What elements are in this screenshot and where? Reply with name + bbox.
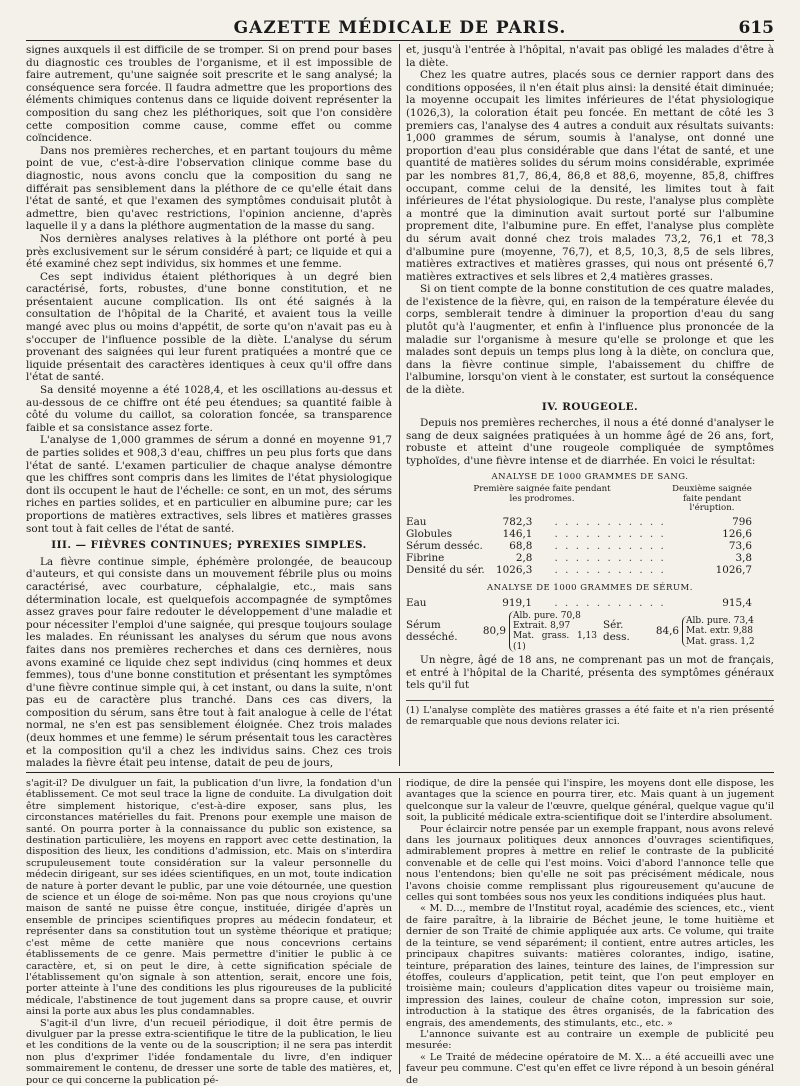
cell-value: 73,6 (728, 539, 752, 552)
column-divider (399, 778, 400, 1074)
cell-value: 3,8 (735, 551, 752, 564)
table-row: Sérum desséc. 68,8 . . . . . . . . . . . 73,6 (406, 540, 774, 552)
component: Mat. grass. 1,13 (1) (513, 631, 597, 652)
section-heading: IV. ROUGEOLE. (541, 400, 639, 413)
footnote: (1) L'analyse complète des matières grasses a été faite et n'a rien présenté de remarquable que nous devions relater ici. (406, 700, 774, 727)
paragraph: Chez les quatre autres, placés sous ce dernier rapport dans des conditions opposées, il n'en était plus ainsi: la densité était diminuée; la moyenne occupait les limites inférieures de l'état physiologique (1026,3), la coloration était peu foncée. En mettant de côté les 3 premiers cas, l'analyse des 4 autres a conduit aux résultats suivants: 1,000 grammes de sérum, soumis à l'analyse, ont donné une proportion d'eau plus considérable que dans l'état de santé, et une quantité de matières solides du sérum moins considérable, exprimée par les nombres 81,7, 86,4, 86,8 et 88,6, moyenne, 85,8, chiffres occupant, comme celui de la densité, les limites tout à fait inférieures de l'état physiologique. Du reste, l'analyse plus complète a montré que la diminution avait surtout porté sur l'albumine proprement dite, l'albumine pure. En effet, l'analyse plus complète du sérum avait donné chez trois malades 73,2, 76,1 et 78,3 d'albumine pure (moyenne, 76,7), et 8,5, 10,3, 8,5 de sels libres, matières extractives et matières grasses, qui nous ont présenté 6,7 matières extractives et sels libres et 2,4 matières grasses. (406, 69, 774, 283)
bottom-right-column (406, 778, 774, 1086)
serum-table-title: ANALYSE DE 1000 GRAMMES DE SÉRUM. (487, 582, 693, 593)
component: Alb. pure. 70,8 (513, 610, 581, 621)
col2-header: Deuxième saignée faite pendant l'éruption. (672, 484, 752, 514)
paragraph: Dans nos premières recherches, et en partant toujours du même point de vue, c'est-à-dire l'observation clinique comme base du diagnostic, nous avons conclu que la composition du sang ne différait pas sensiblement dans la pléthore de ce qu'elle était dans l'état de santé, et que l'examen des symptômes conduisait plutôt à admettre, bien qu'avec restrictions, l'opinion ancienne, d'après laquelle il y a dans la pléthore augmentation de la masse du sang. (26, 144, 392, 233)
cell-value: 126,6 (722, 527, 752, 540)
component: Mat. grass. 1,2 (686, 636, 755, 647)
cell-value: 1026,3 (496, 563, 533, 576)
cell-value: 146,1 (502, 527, 533, 540)
paragraph: L'analyse de 1,000 grammes de sérum a donné en moyenne 91,7 de parties solides et 908,3 d'eau, chiffres un peu plus forts que dans l'état de santé. L'examen particulier de chaque analyse démontre que les chiffres sont compris dans les limites de l'état physiologique dont ils occupent le haut de l'échelle: ce sont, en un mot, des sérums riches en parties solides, et en particulier en albumine pure; car les proportions de matières extractives, sels libres et matières grasses sont tout à fait celles de l'état de santé. (26, 434, 392, 535)
paragraph: riodique, de dire la pensée qui l'inspire, les moyens dont elle dispose, les avantages que la science en pourra tirer, etc. Mais quant à un jugement quelconque sur la valeur de l'œuvre, quelque général, quelque vague qu'il soit, la publicité médicale extra-scientifique doit se l'interdire absolument. (406, 778, 774, 824)
page-header (26, 18, 774, 41)
row-label: Sérum desséché. (406, 618, 458, 644)
serum-breakdown-row (406, 611, 774, 653)
cell-value: 919,1 (502, 596, 532, 609)
newspaper-page (26, 18, 774, 1086)
paragraph: Ces sept individus étaient pléthoriques à un degré bien caractérisé, forts, robustes, d'une bonne constitution, et ne présentaient aucune complication. Ils ont été saignés à la consultation de l'hôpital de la Charité, et avaient tous la veille mangé avec plus ou moins d'appétit, de sorte qu'on n'avait pas eu à s'occuper de l'influence possible de la diète. L'analyse du sérum provenant des saignées qui leur furent pratiquées a montré que ce liquide présentait des caractères identiques à ceux qu'il offre dans l'état de santé. (26, 270, 392, 384)
paragraph: Sa densité moyenne a été 1028,4, et les oscillations au-dessus et au-dessous de ce chiffre ont été peu étendues; sa quantité faible à côté du volume du caillot, sa coloration foncée, sa transparence faible et sa consistance assez forte. (26, 384, 392, 434)
serum-table (406, 597, 774, 609)
component: Alb. pure. 73,4 (686, 615, 754, 626)
paragraph: La fièvre continue simple, éphémère prolongée, de beaucoup d'auteurs, et qui consiste dans un mouvement fébrile plus ou moins caractérisé, avec courbature, céphalalgie, etc., mais sans détermination locale, est quelquefois accompagnée de symptômes assez graves pour faire redouter le développement d'une maladie et pour nécessiter l'emploi d'une saignée, qui presque toujours soulage les malades. En réunissant les analyses du sérum que nous avons faites dans nos premières recherches et dans ces dernières, nous avons examiné ce liquide chez sept individus (cinq hommes et deux femmes), tous d'une bonne constitution et présentant les symptômes d'une fièvre continue simple qui, à cet instant, ou dans la suite, n'ont pas eu de caractère plus tranché. Dans ces cas divers, la composition du sérum, sans être tout à fait analogue à celle de l'état normal, ne s'en est pas sensiblement éloignée. Chez trois malades (deux hommes et une femme) le sérum présentait tous les caractères et la composition qu'il a chez les individus sains. Chez ces trois malades la fièvre était peu intense, datait de peu de jours, (26, 555, 392, 770)
cell-value: 84,6 (655, 625, 679, 638)
right-column (406, 44, 774, 766)
paragraph: Si on tient compte de la bonne constitution de ces quatre malades, de l'existence de la fièvre, qui, en raison de la température élevée du corps, semblerait tendre à diminuer la proportion d'eau du sang plutôt qu'à l'augmenter, et enfin à l'influence plus prononcée de la maladie sur l'organisme à mesure qu'elle se prolonge et que les malades sont depuis un temps plus long à la diète, on conclura que, dans la fièvre continue simple, l'abaissement du chiffre de l'albumine, lorsqu'on vient à le constater, est surtout la conséquence de la diète. (406, 283, 774, 397)
row-label: Sérum desséc. (406, 539, 483, 552)
component: Extrait. 8,97 (513, 620, 571, 631)
paragraph: Depuis nos premières recherches, il nous a été donné d'analyser le sang de deux saignées pratiquées à un homme âgé de 26 ans, fort, robuste et atteint d'une rougeole compliquée de symptômes typhoïdes, d'une fièvre intense et de diarrhée. En voici le résultat: (406, 417, 774, 467)
newspaper-title: GAZETTE MÉDICALE DE PARIS. (233, 18, 567, 38)
table-row: Fibrine 2,8 . . . . . . . . . . . 3,8 (406, 552, 774, 564)
article-section (26, 44, 774, 770)
cell-value: 80,9 (482, 625, 506, 638)
cell-value: 782,3 (502, 515, 533, 528)
left-column (26, 44, 392, 770)
paragraph: s'agit-il? De divulguer un fait, la publication d'un livre, la fondation d'un établissement. Ce mot seul trace la ligne de conduite. La divulgation doit être simplement historique, c'est-à-dire exposer, sans plus, les circonstances matérielles du fait. Prenons pour exemple une maison de santé. On pourra porter à la connaissance du public son existence, sa destination particulière, les moyens en rapport avec cette destination, la disposition des lieux, les conditions d'admission, etc. Mais on s'interdira scrupuleusement toute considération sur la valeur personnelle du médecin dirigeant, sur ses idées scientifiques, en un mot, toute indication de nature à porter devant le public, par une voie détournée, une question de science et un éloge de soi-même. Non pas que nous croyions qu'une maison de santé ne puisse être conçue, instituée, dirigée d'après un ensemble de principes scientifiques propres au médecin fondateur, et représenter dans sa constitution tout un système théorique et pratique; c'est même de cette manière que nous concevrions certains établissements de ce genre. Mais permettre d'initier le public à ce caractère, et, si on peut le dire, à cette signification spéciale de l'établissement qu'on signale à son attention, serait, encore une fois, porter atteinte à l'une des conditions les plus rigoureuses de la publicité médicale, l'abstinence de tout jugement dans sa propre cause, et ouvrir ainsi la porte aux abus les plus condamnables. (26, 778, 392, 1018)
table-row: Eau 782,3 . . . . . . . . . . . 796 (406, 516, 774, 528)
row-label: Densité du sér. (406, 563, 485, 576)
paragraph: et, jusqu'à l'entrée à l'hôpital, n'avait pas obligé les malades d'être à la diète. (406, 44, 774, 69)
cell-value: 796 (732, 515, 752, 528)
section-heading: III. — FIÈVRES CONTINUES; PYREXIES SIMPLES. (51, 539, 367, 552)
serum-components-2 (682, 616, 774, 647)
paragraph: Nos dernières analyses relatives à la pléthore ont porté à peu près exclusivement sur le sérum considéré à part; ce liquide et qui a été examiné chez sept individus, six hommes et une femme. (26, 232, 392, 271)
table-row: Densité du sér. 1026,3 . . . . . . . . . . . 1026,7 (406, 564, 774, 576)
row-label: Eau (406, 515, 427, 528)
column-divider (399, 44, 400, 766)
blood-table-header (406, 485, 774, 514)
row-label: Fibrine (406, 551, 445, 564)
section-divider (26, 772, 774, 773)
bottom-left-column (26, 778, 392, 1086)
cell-value: 68,8 (509, 539, 533, 552)
row-label: Sér. dess. (603, 618, 630, 644)
table-row: Globules 146,1 . . . . . . . . . . . 126,6 (406, 528, 774, 540)
serum-components-1 (509, 611, 597, 653)
paragraph: Pour éclaircir notre pensée par un exemple frappant, nous avons relevé dans les journaux politiques deux annonces d'ouvrages scientifiques, admirablement propres à mettre en relief le contraste de la publicité convenable et de celle qui l'est moins. Voici d'abord l'annonce telle que nous l'entendons; bien qu'elle ne soit pas précisément médicale, nous l'avons choisie comme remplissant plus rigoureusement qu'aucune de celles qui sont tombées sous nos yeux les conditions indiquées plus haut. (406, 823, 774, 904)
cell-value: 2,8 (515, 551, 533, 564)
table-row: Eau 919,1 . . . . . . . . . . . 915,4 (406, 597, 774, 609)
col1-header: Première saignée faite pendant les prodromes. (473, 484, 611, 504)
blood-table (406, 516, 774, 576)
paragraph: Un nègre, âgé de 18 ans, ne comprenant pas un mot de français, et entré à l'hôpital de la Charité, présenta des symptômes généraux tels qu'il fut (406, 654, 774, 692)
row-label: Globules (406, 527, 453, 540)
paragraph: S'agit-il d'un livre, d'un recueil périodique, il doit être permis de divulguer par la presse extra-scientifique le titre de la publication, le lieu et les conditions de la vente ou de la souscription; il ne sera pas interdit non plus d'exprimer l'idée fondamentale du livre, d'en indiquer sommairement le contenu, de dresser une sorte de table des matières, et, pour ce qui concerne la publication pé- (26, 1017, 392, 1086)
feuilleton-section (26, 778, 774, 1086)
page-number: 615 (738, 18, 774, 38)
paragraph: « Le Traité de médecine opératoire de M. X... a été accueilli avec une faveur peu commune. C'est qu'en effet ce livre répond à un besoin général de (406, 1051, 774, 1086)
paragraph: signes auxquels il est difficile de se tromper. Si on prend pour bases du diagnostic ces troubles de l'organisme, et il est impossible de faire autrement, qu'une saignée soit prescrite et le sang analysé; la conséquence sera forcée. Il faudra admettre que les proportions des éléments chimiques contenus dans ce liquide doivent représenter la composition du sang chez les pléthoriques, soit que l'on considère cette composition comme cause, comme effet ou comme coïncidence. (26, 44, 392, 145)
cell-value: 1026,7 (715, 563, 752, 576)
cell-value: 915,4 (722, 596, 752, 609)
paragraph: L'annonce suivante est au contraire un exemple de publicité peu mesurée: (406, 1028, 774, 1052)
blood-table-title: ANALYSE DE 1000 GRAMMES DE SANG. (491, 471, 689, 482)
row-label: Eau (406, 596, 427, 609)
paragraph: « M. D..., membre de l'Institut royal, académie des sciences, etc., vient de faire paraître, à la librairie de Béchet jeune, le tome huitième et dernier de son Traité de chimie appliquée aux arts. Ce volume, qui traite de la teinture, se vend séparément; il contient, entre autres articles, les principaux chapitres suivants: matières colorantes, indigo, isatine, teinture, préparation des laines, teinture des laines, de l'impression sur étoffes, couleurs d'application, petit teint, que l'on peut employer en troisième main; couleurs d'application dites vapeur ou troisième main, impression des laines, couleur de chaîne coton, impression sur soie, introduction à la statique des êtres organisés, de la fabrication des engrais, des amendements, des stimulants, etc., etc. » (406, 903, 774, 1029)
component: Mat. extr. 9,88 (686, 626, 754, 637)
